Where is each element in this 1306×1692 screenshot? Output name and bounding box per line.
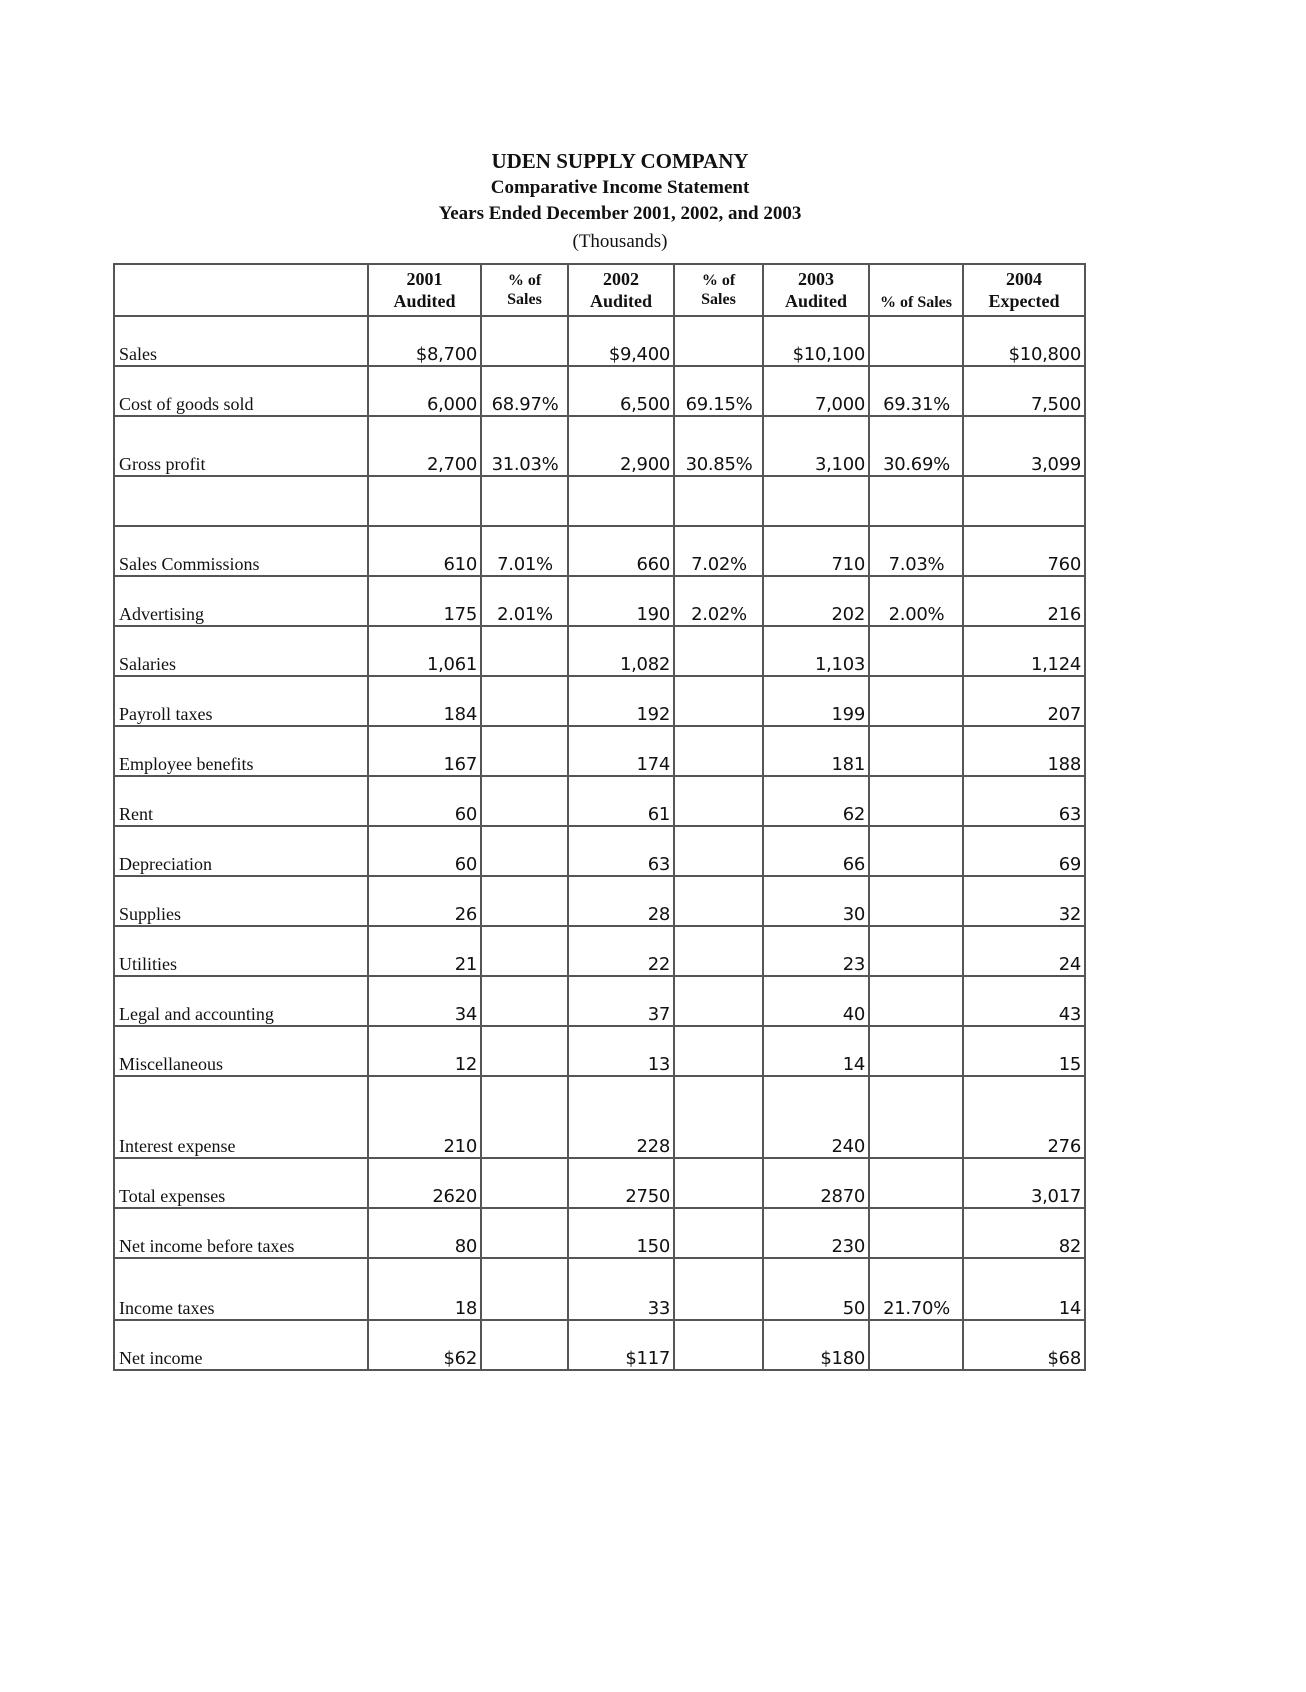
value-cell: 30	[763, 876, 869, 926]
table-row	[114, 826, 1085, 876]
row-label: Employee benefits	[114, 726, 368, 776]
percent-cell: 2.02%	[674, 576, 763, 626]
row-label	[114, 476, 368, 526]
header-2003	[763, 264, 869, 316]
header-2003-status: Audited	[784, 291, 847, 311]
header-2001-pct-line1: % of	[507, 272, 542, 289]
table-row	[114, 476, 1085, 526]
percent-cell: 30.69%	[869, 416, 963, 476]
header-2001-pct	[481, 264, 568, 316]
statement-units: (Thousands)	[572, 231, 668, 252]
row-label: Total expenses	[114, 1158, 368, 1208]
header-2001-status: Audited	[393, 291, 456, 311]
header-2002	[568, 264, 674, 316]
value-cell: 199	[763, 676, 869, 726]
header-2001-pct-line2: Sales	[507, 291, 542, 308]
header-2004-year: 2004	[1006, 269, 1042, 289]
percent-cell	[869, 1076, 963, 1158]
value-cell: $10,800	[963, 316, 1085, 366]
value-cell: 2750	[568, 1158, 674, 1208]
value-cell: 69	[963, 826, 1085, 876]
value-cell: 63	[963, 776, 1085, 826]
percent-cell: 7.02%	[674, 526, 763, 576]
value-cell: 184	[368, 676, 481, 726]
value-cell: 3,017	[963, 1158, 1085, 1208]
value-cell: 760	[963, 526, 1085, 576]
percent-cell	[481, 1158, 568, 1208]
percent-cell	[481, 726, 568, 776]
percent-cell	[869, 1158, 963, 1208]
table-row	[114, 1258, 1085, 1320]
header-2002-pct-line2: Sales	[701, 291, 736, 308]
value-cell	[763, 476, 869, 526]
value-cell: 62	[763, 776, 869, 826]
percent-cell	[674, 1258, 763, 1320]
row-label: Salaries	[114, 626, 368, 676]
percent-cell	[869, 976, 963, 1026]
value-cell: 50	[763, 1258, 869, 1320]
header-2002-pct-line1: % of	[701, 272, 736, 289]
percent-cell: 69.31%	[869, 366, 963, 416]
statement-heading	[0, 148, 1240, 256]
percent-cell	[869, 1320, 963, 1370]
value-cell: $9,400	[568, 316, 674, 366]
table-row	[114, 776, 1085, 826]
percent-cell	[481, 1320, 568, 1370]
value-cell: 66	[763, 826, 869, 876]
header-2002-year: 2002	[603, 269, 639, 289]
value-cell: 710	[763, 526, 869, 576]
percent-cell	[869, 1026, 963, 1076]
income-statement-table	[113, 263, 1086, 1371]
percent-cell	[674, 476, 763, 526]
value-cell: 207	[963, 676, 1085, 726]
value-cell: 34	[368, 976, 481, 1026]
value-cell: 32	[963, 876, 1085, 926]
value-cell: 40	[763, 976, 869, 1026]
value-cell: 1,103	[763, 626, 869, 676]
percent-cell	[869, 1208, 963, 1258]
percent-cell	[674, 1026, 763, 1076]
percent-cell	[481, 1026, 568, 1076]
value-cell: 230	[763, 1208, 869, 1258]
percent-cell	[674, 776, 763, 826]
percent-cell	[674, 926, 763, 976]
value-cell: 13	[568, 1026, 674, 1076]
percent-cell: 2.01%	[481, 576, 568, 626]
value-cell	[368, 476, 481, 526]
value-cell: 21	[368, 926, 481, 976]
percent-cell	[481, 1258, 568, 1320]
percent-cell: 21.70%	[869, 1258, 963, 1320]
value-cell: 3,100	[763, 416, 869, 476]
row-label: Utilities	[114, 926, 368, 976]
value-cell: $68	[963, 1320, 1085, 1370]
value-cell: 14	[763, 1026, 869, 1076]
value-cell: 14	[963, 1258, 1085, 1320]
percent-cell	[869, 626, 963, 676]
row-label: Gross profit	[114, 416, 368, 476]
percent-cell	[481, 826, 568, 876]
header-2003-year: 2003	[798, 269, 834, 289]
row-label: Income taxes	[114, 1258, 368, 1320]
value-cell: $117	[568, 1320, 674, 1370]
table-row	[114, 926, 1085, 976]
value-cell: 12	[368, 1026, 481, 1076]
value-cell: 6,000	[368, 366, 481, 416]
value-cell: 276	[963, 1076, 1085, 1158]
percent-cell	[481, 476, 568, 526]
percent-cell: 7.01%	[481, 526, 568, 576]
header-2003-pct	[869, 264, 963, 316]
row-label: Net income	[114, 1320, 368, 1370]
percent-cell: 2.00%	[869, 576, 963, 626]
percent-cell	[869, 776, 963, 826]
header-2002-pct	[674, 264, 763, 316]
value-cell: 181	[763, 726, 869, 776]
percent-cell	[481, 676, 568, 726]
percent-cell	[869, 476, 963, 526]
percent-cell	[674, 626, 763, 676]
header-blank	[114, 264, 368, 316]
percent-cell	[869, 876, 963, 926]
row-label: Supplies	[114, 876, 368, 926]
table-row	[114, 1208, 1085, 1258]
header-2001	[368, 264, 481, 316]
value-cell: 6,500	[568, 366, 674, 416]
value-cell: 7,000	[763, 366, 869, 416]
value-cell: 18	[368, 1258, 481, 1320]
value-cell: 1,082	[568, 626, 674, 676]
percent-cell: 69.15%	[674, 366, 763, 416]
percent-cell: 31.03%	[481, 416, 568, 476]
header-row	[114, 264, 1085, 316]
header-2003-pct-line: % of Sales	[880, 294, 952, 311]
row-label: Sales Commissions	[114, 526, 368, 576]
header-2004	[963, 264, 1085, 316]
value-cell: 80	[368, 1208, 481, 1258]
value-cell: 43	[963, 976, 1085, 1026]
value-cell: 210	[368, 1076, 481, 1158]
value-cell: 190	[568, 576, 674, 626]
value-cell: 2870	[763, 1158, 869, 1208]
value-cell: 15	[963, 1026, 1085, 1076]
value-cell: 150	[568, 1208, 674, 1258]
header-2001-year: 2001	[406, 269, 443, 289]
value-cell: 28	[568, 876, 674, 926]
percent-cell	[674, 876, 763, 926]
percent-cell	[674, 1320, 763, 1370]
percent-cell	[674, 676, 763, 726]
percent-cell	[481, 876, 568, 926]
percent-cell	[481, 626, 568, 676]
value-cell: 175	[368, 576, 481, 626]
percent-cell	[674, 316, 763, 366]
value-cell: 26	[368, 876, 481, 926]
table-row	[114, 626, 1085, 676]
table-row	[114, 1158, 1085, 1208]
statement-title: Comparative Income Statement	[490, 177, 750, 198]
table-row	[114, 316, 1085, 366]
header-2002-status: Audited	[589, 291, 652, 311]
value-cell: 61	[568, 776, 674, 826]
value-cell: 3,099	[963, 416, 1085, 476]
percent-cell	[481, 316, 568, 366]
percent-cell	[674, 976, 763, 1026]
percent-cell	[869, 726, 963, 776]
percent-cell	[674, 1158, 763, 1208]
value-cell: $10,100	[763, 316, 869, 366]
percent-cell	[674, 726, 763, 776]
value-cell: 22	[568, 926, 674, 976]
percent-cell: 30.85%	[674, 416, 763, 476]
value-cell	[568, 476, 674, 526]
value-cell: 33	[568, 1258, 674, 1320]
table-row	[114, 526, 1085, 576]
value-cell: 610	[368, 526, 481, 576]
value-cell: 2,700	[368, 416, 481, 476]
table-row	[114, 726, 1085, 776]
table-row	[114, 676, 1085, 726]
value-cell: 216	[963, 576, 1085, 626]
value-cell: 1,124	[963, 626, 1085, 676]
value-cell: $8,700	[368, 316, 481, 366]
value-cell	[963, 476, 1085, 526]
value-cell: $180	[763, 1320, 869, 1370]
percent-cell	[481, 926, 568, 976]
percent-cell	[481, 1208, 568, 1258]
row-label: Advertising	[114, 576, 368, 626]
row-label: Sales	[114, 316, 368, 366]
statement-period: Years Ended December 2001, 2002, and 2003	[438, 203, 802, 224]
header-2004-status: Expected	[988, 291, 1060, 311]
percent-cell	[674, 1076, 763, 1158]
value-cell: 192	[568, 676, 674, 726]
row-label: Depreciation	[114, 826, 368, 876]
value-cell: 660	[568, 526, 674, 576]
value-cell: 167	[368, 726, 481, 776]
row-label: Miscellaneous	[114, 1026, 368, 1076]
row-label: Legal and accounting	[114, 976, 368, 1026]
value-cell: 7,500	[963, 366, 1085, 416]
value-cell: 240	[763, 1076, 869, 1158]
row-label: Interest expense	[114, 1076, 368, 1158]
percent-cell	[869, 926, 963, 976]
value-cell: 202	[763, 576, 869, 626]
percent-cell: 7.03%	[869, 526, 963, 576]
value-cell: 24	[963, 926, 1085, 976]
row-label: Net income before taxes	[114, 1208, 368, 1258]
percent-cell	[869, 316, 963, 366]
table-row	[114, 576, 1085, 626]
table-row	[114, 366, 1085, 416]
percent-cell: 68.97%	[481, 366, 568, 416]
value-cell: 228	[568, 1076, 674, 1158]
table-row	[114, 416, 1085, 476]
value-cell: 60	[368, 776, 481, 826]
company-name: UDEN SUPPLY COMPANY	[491, 149, 749, 173]
percent-cell	[674, 826, 763, 876]
percent-cell	[674, 1208, 763, 1258]
percent-cell	[481, 776, 568, 826]
table-row	[114, 876, 1085, 926]
value-cell: 1,061	[368, 626, 481, 676]
value-cell: 63	[568, 826, 674, 876]
row-label: Payroll taxes	[114, 676, 368, 726]
percent-cell	[481, 1076, 568, 1158]
value-cell: $62	[368, 1320, 481, 1370]
table-row	[114, 1320, 1085, 1370]
percent-cell	[869, 826, 963, 876]
value-cell: 174	[568, 726, 674, 776]
value-cell: 2620	[368, 1158, 481, 1208]
value-cell: 60	[368, 826, 481, 876]
row-label: Rent	[114, 776, 368, 826]
value-cell: 23	[763, 926, 869, 976]
table-row	[114, 976, 1085, 1026]
percent-cell	[869, 676, 963, 726]
table-row	[114, 1076, 1085, 1158]
value-cell: 82	[963, 1208, 1085, 1258]
percent-cell	[481, 976, 568, 1026]
value-cell: 37	[568, 976, 674, 1026]
row-label: Cost of goods sold	[114, 366, 368, 416]
table-row	[114, 1026, 1085, 1076]
value-cell: 2,900	[568, 416, 674, 476]
value-cell: 188	[963, 726, 1085, 776]
